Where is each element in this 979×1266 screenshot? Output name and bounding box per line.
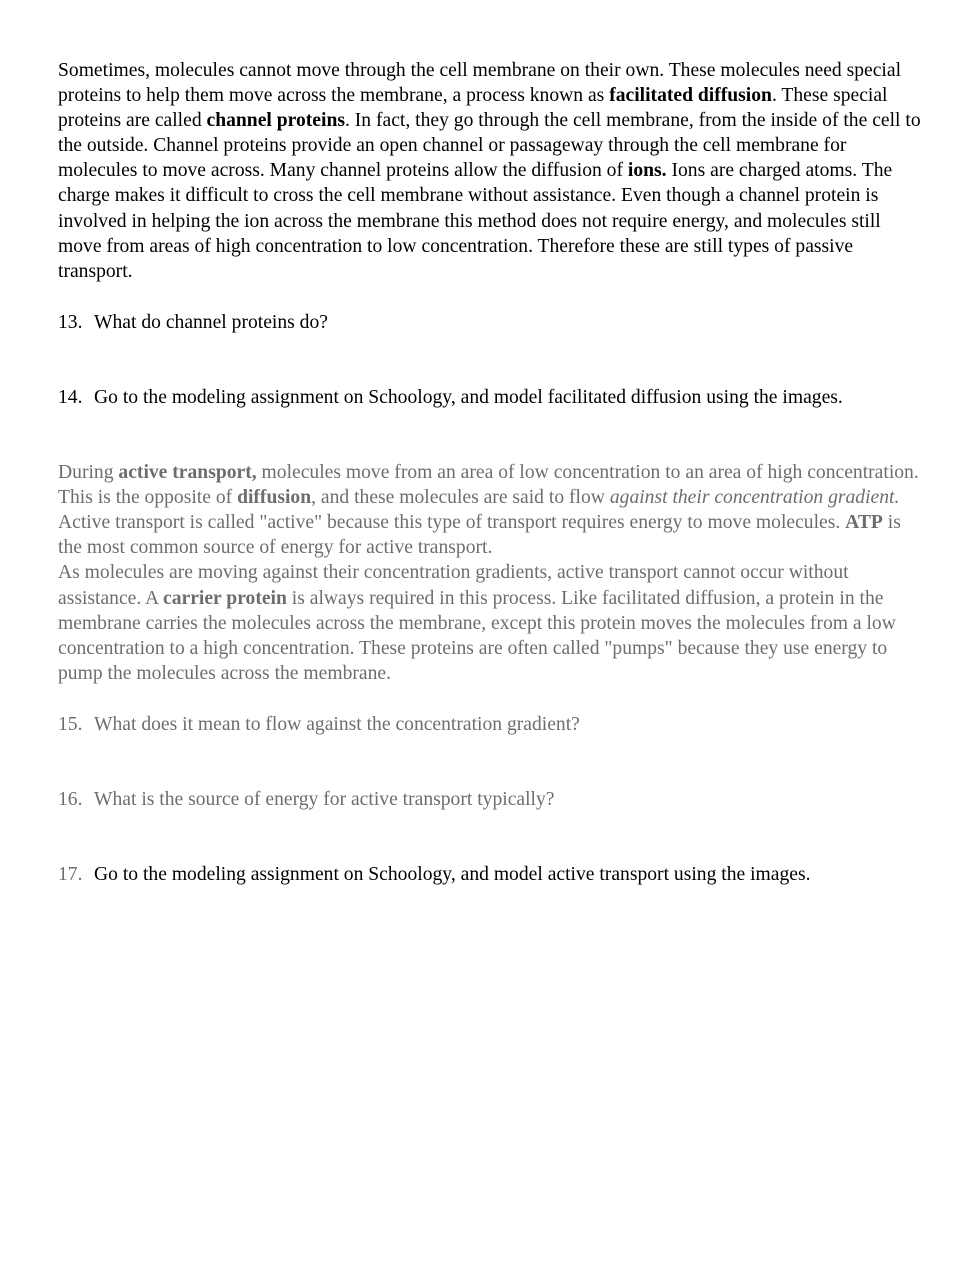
question-17-text: Go to the modeling assignment on Schoology, and model active transport using the images. <box>94 864 811 886</box>
question-14-number: 14. <box>58 386 83 408</box>
term-ions: ions. <box>627 160 667 182</box>
p2-text-6: As molecules are moving against their concentration gradients, active transport cannot occur without assistance. A <box>58 562 849 609</box>
facilitated-diffusion-paragraph <box>58 58 924 284</box>
p2-text-7: is always required in this process. Like facilitated diffusion, a protein in the membrane carries the molecules across the membrane, except this protein moves the molecules from a low concentration to a high concentration. These proteins are often called "pumps" because they use energy to pump the molecules across the membrane. <box>58 587 896 684</box>
term-diffusion: diffusion <box>237 487 312 509</box>
term-against-gradient: against their concentration gradient. <box>609 487 900 509</box>
p1-text-4: Ions are charged atoms. The charge makes it difficult to cross the cell membrane without assistance. Even though a channel protein is involved in helping the ion across the membrane this method does not require energy, and molecules still move from areas of high concentration to low concentration. Therefore these are still types of passive transport. <box>58 160 893 282</box>
term-carrier-protein: carrier protein <box>163 587 287 609</box>
active-transport-paragraph <box>58 460 924 686</box>
p2-text-2: molecules move from an area of low concentration to an area of high concentration. This is the opposite of <box>58 462 919 509</box>
term-channel-proteins: channel proteins <box>206 110 345 132</box>
question-14-text: Go to the modeling assignment on Schoology, and model facilitated diffusion using the images. <box>94 386 843 408</box>
question-15-number: 15. <box>58 713 83 735</box>
question-17 <box>58 862 924 887</box>
question-13-text: What do channel proteins do? <box>94 311 328 333</box>
question-17-number: 17. <box>58 864 83 886</box>
question-15 <box>58 712 924 737</box>
question-13-number: 13. <box>58 311 83 333</box>
p2-text-3: , and these molecules are said to flow <box>311 487 610 509</box>
term-atp: ATP <box>845 512 883 534</box>
document-page <box>58 58 924 887</box>
p1-text-3: . In fact, they go through the cell membrane, from the inside of the cell to the outside. Channel proteins provide an open channel or passageway through the cell membrane for molecules to move across. Many channel proteins allow the diffusion of <box>58 110 921 182</box>
p2-text-5: is the most common source of energy for active transport. <box>58 512 901 559</box>
question-16 <box>58 787 924 812</box>
question-15-text: What does it mean to flow against the concentration gradient? <box>94 713 580 735</box>
p1-text-2: . These special proteins are called <box>58 85 888 132</box>
question-13 <box>58 310 924 335</box>
question-14 <box>58 385 924 410</box>
p2-text-4: Active transport is called "active" because this type of transport requires energy to move molecules. <box>58 512 846 534</box>
question-16-text: What is the source of energy for active transport typically? <box>94 788 555 810</box>
term-facilitated-diffusion: facilitated diffusion <box>609 85 772 107</box>
p2-text-1: During <box>58 462 119 484</box>
question-16-number: 16. <box>58 788 83 810</box>
p1-text-1: Sometimes, molecules cannot move through the cell membrane on their own. These molecules need special proteins to help them move across the membrane, a process known as <box>58 60 902 107</box>
term-active-transport: active transport, <box>118 462 257 484</box>
